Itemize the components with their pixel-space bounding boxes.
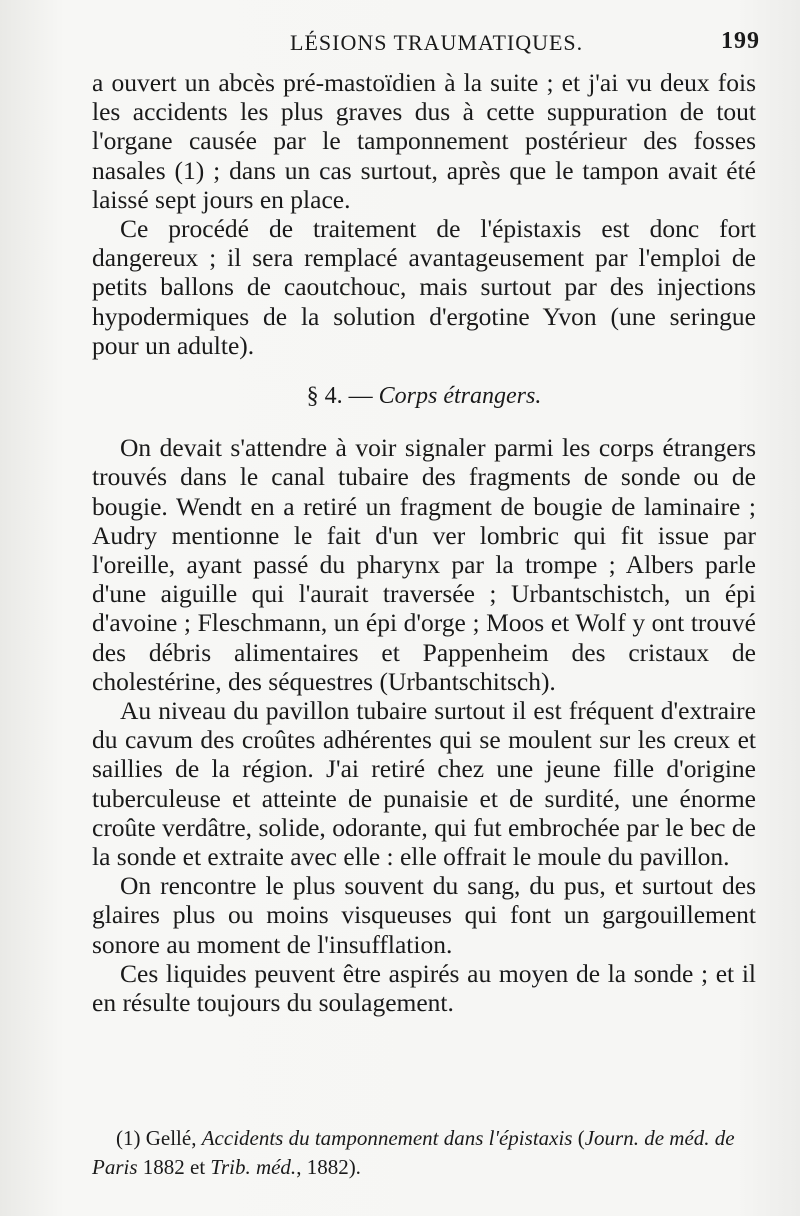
page-number: 199 xyxy=(721,28,760,54)
footnote-journal: Journ. de méd. de Paris xyxy=(92,1126,735,1179)
paragraph-4: Au niveau du pavillon tubaire surtout il est fréquent d'extraire du cavum des croûtes adhérentes qui se moulent sur les creux et saillies de la région. J'ai retiré chez une jeune fille d'origine tuberculeuse et atteinte de punaisie et de surdité, une énorme croûte verdâtre, solide, odorante, qui fut embrochée par le bec de la sonde et extraite avec elle : elle offrait le moule du pavillon. xyxy=(92,696,756,872)
footnote xyxy=(92,1124,756,1182)
footnote-journal2: Trib. méd. xyxy=(210,1155,297,1179)
running-header xyxy=(90,22,760,62)
section-title: Corps étrangers. xyxy=(378,383,542,410)
footnote-paren: ( xyxy=(577,1126,585,1150)
paragraph-5: On rencontre le plus souvent du sang, du pus, et surtout des glaires plus ou moins visqueuses qui font un gargouillement sonore au moment de l'insufflation. xyxy=(92,871,756,959)
paragraph-2: Ce procédé de traitement de l'épistaxis est donc fort dangereux ; il sera remplacé avantageusement par l'emploi de petits ballons de caoutchouc, mais surtout par des injections hypodermiques de la solution d'ergotine Yvon (une seringue pour un adulte). xyxy=(92,214,756,360)
section-heading xyxy=(92,382,756,411)
paragraph-1: a ouvert un abcès pré-mastoïdien à la suite ; et j'ai vu deux fois les accidents les plus graves dus à cette suppuration de tout l'organe causée par le tamponnement postérieur des fosses nasales (1) ; dans un cas surtout, après que le tampon avait été laissé sept jours en place. xyxy=(92,68,756,214)
header-title: LÉSIONS TRAUMATIQUES. xyxy=(290,30,584,55)
body-text xyxy=(92,68,756,1017)
footnote-year2: , 1882). xyxy=(296,1155,361,1179)
footnote-title: Accidents du tamponnement dans l'épistaxis xyxy=(201,1126,573,1150)
section-number: § 4. — xyxy=(306,383,373,410)
footnote-year1: 1882 et xyxy=(142,1155,206,1179)
footnote-marker: (1) Gellé, xyxy=(116,1126,197,1150)
paragraph-3: On devait s'attendre à voir signaler parmi les corps étrangers trouvés dans le canal tubaire des fragments de sonde ou de bougie. Wendt en a retiré un fragment de bougie de laminaire ; Audry mentionne le fait d'un ver lombric qui fit issue par l'oreille, ayant passé du pharynx par la trompe ; Albers parle d'une aiguille qui l'aurait traversée ; Urbantschistch, un épi d'avoine ; Fleschmann, un épi d'orge ; Moos et Wolf y ont trouvé des débris alimentaires et Pappenheim des cristaux de cholestérine, des séquestres (Urbantschitsch). xyxy=(92,433,756,696)
paragraph-6: Ces liquides peuvent être aspirés au moyen de la sonde ; et il en résulte toujours du soulagement. xyxy=(92,958,756,1018)
